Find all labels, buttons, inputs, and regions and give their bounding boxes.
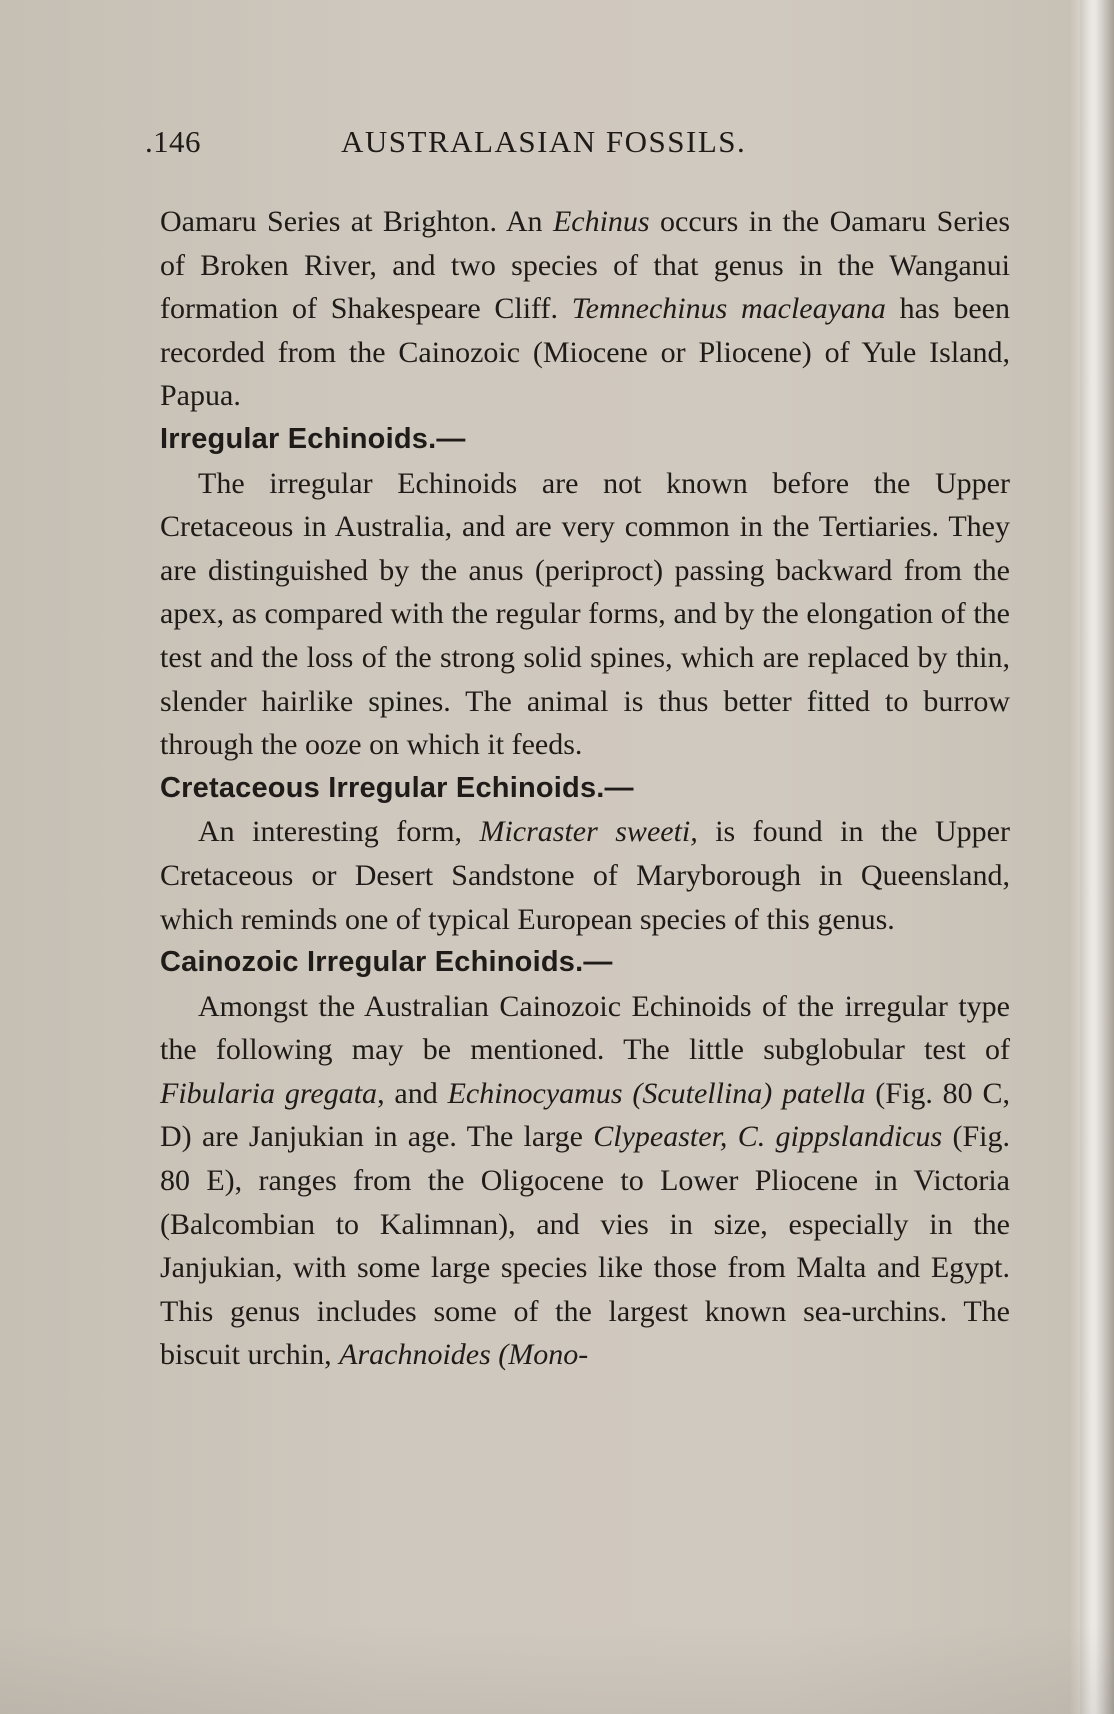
taxon-name: Micraster sweeti,	[479, 815, 698, 849]
text-run: is found in the Upper Cretaceous or Desert Sandstone of Maryborough in Queensland, which reminds one of typical European species of this genus.	[160, 815, 1010, 936]
taxon-name: Echinus	[552, 205, 650, 238]
taxon-name: Echinocyamus (Scutellina) patella	[447, 1076, 866, 1110]
running-title: AUSTRALASIAN FOSSILS.	[341, 124, 747, 159]
section-heading-cainozoic: Cainozoic Irregular Echinoids.—	[160, 946, 613, 979]
taxon-name: Temnechinus macleayana	[571, 292, 886, 326]
text-run: occurs in the Oamaru Series of Broken River, and two species of that genus in the Wanganui formation of Shakespeare Cliff.	[160, 205, 1010, 326]
paragraph-cretaceous	[160, 810, 1010, 941]
paragraph-irregular: The irregular Echinoids are not known before the Upper Cretaceous in Australia, and are very common in the Tertiaries. They are distinguished by the anus (periproct) passing backward from the apex, as compared with the regular forms, and by the elongation of the test and the loss of the strong solid spines, which are replaced by thin, slender hairlike spines. The animal is thus better fitted to burrow through the ooze on which it feeds.	[160, 466, 1010, 762]
page-number: .146	[145, 124, 201, 159]
text-run: An interesting form,	[198, 815, 480, 849]
paragraph-cainozoic	[160, 985, 1010, 1377]
text-run: (Fig. 80 E), ranges from the Oligocene to Lower Pliocene in Victoria (Balcombian to Kalimnan), and vies in size, especially in the Janjukian, with some large species like those from Malta and Egypt. This genus includes some of the largest known sea-urchins. The biscuit urchin,	[160, 1120, 1010, 1372]
text-run: (Fig. 80 C, D) are Janjukian in age. The large	[160, 1076, 1011, 1154]
section-heading-irregular: Irregular Echinoids.—	[160, 422, 466, 455]
text-run: , and	[377, 1076, 448, 1110]
running-head	[145, 124, 825, 164]
taxon-name: Arachnoides (Mono-	[339, 1338, 589, 1372]
section-heading-cretaceous: Cretaceous Irregular Echinoids.—	[160, 771, 634, 804]
text-run: has been recorded from the Cainozoic (Miocene or Pliocene) of Yule Island, Papua.	[160, 292, 1010, 413]
page-edge-shadow	[1080, 0, 1114, 1714]
paragraph-oamaru	[160, 200, 1010, 418]
taxon-name: Fibularia gregata	[160, 1076, 378, 1110]
taxon-name: Clypeaster, C. gippslandicus	[593, 1120, 943, 1154]
bottom-shade	[0, 1624, 1114, 1714]
text-run: Oamaru Series at Brighton. An	[160, 205, 553, 238]
text-run: Amongst the Australian Cainozoic Echinoids of the irregular type the following may be mentioned. The little subglobular test of	[160, 989, 1010, 1067]
page-body	[160, 200, 1010, 1377]
